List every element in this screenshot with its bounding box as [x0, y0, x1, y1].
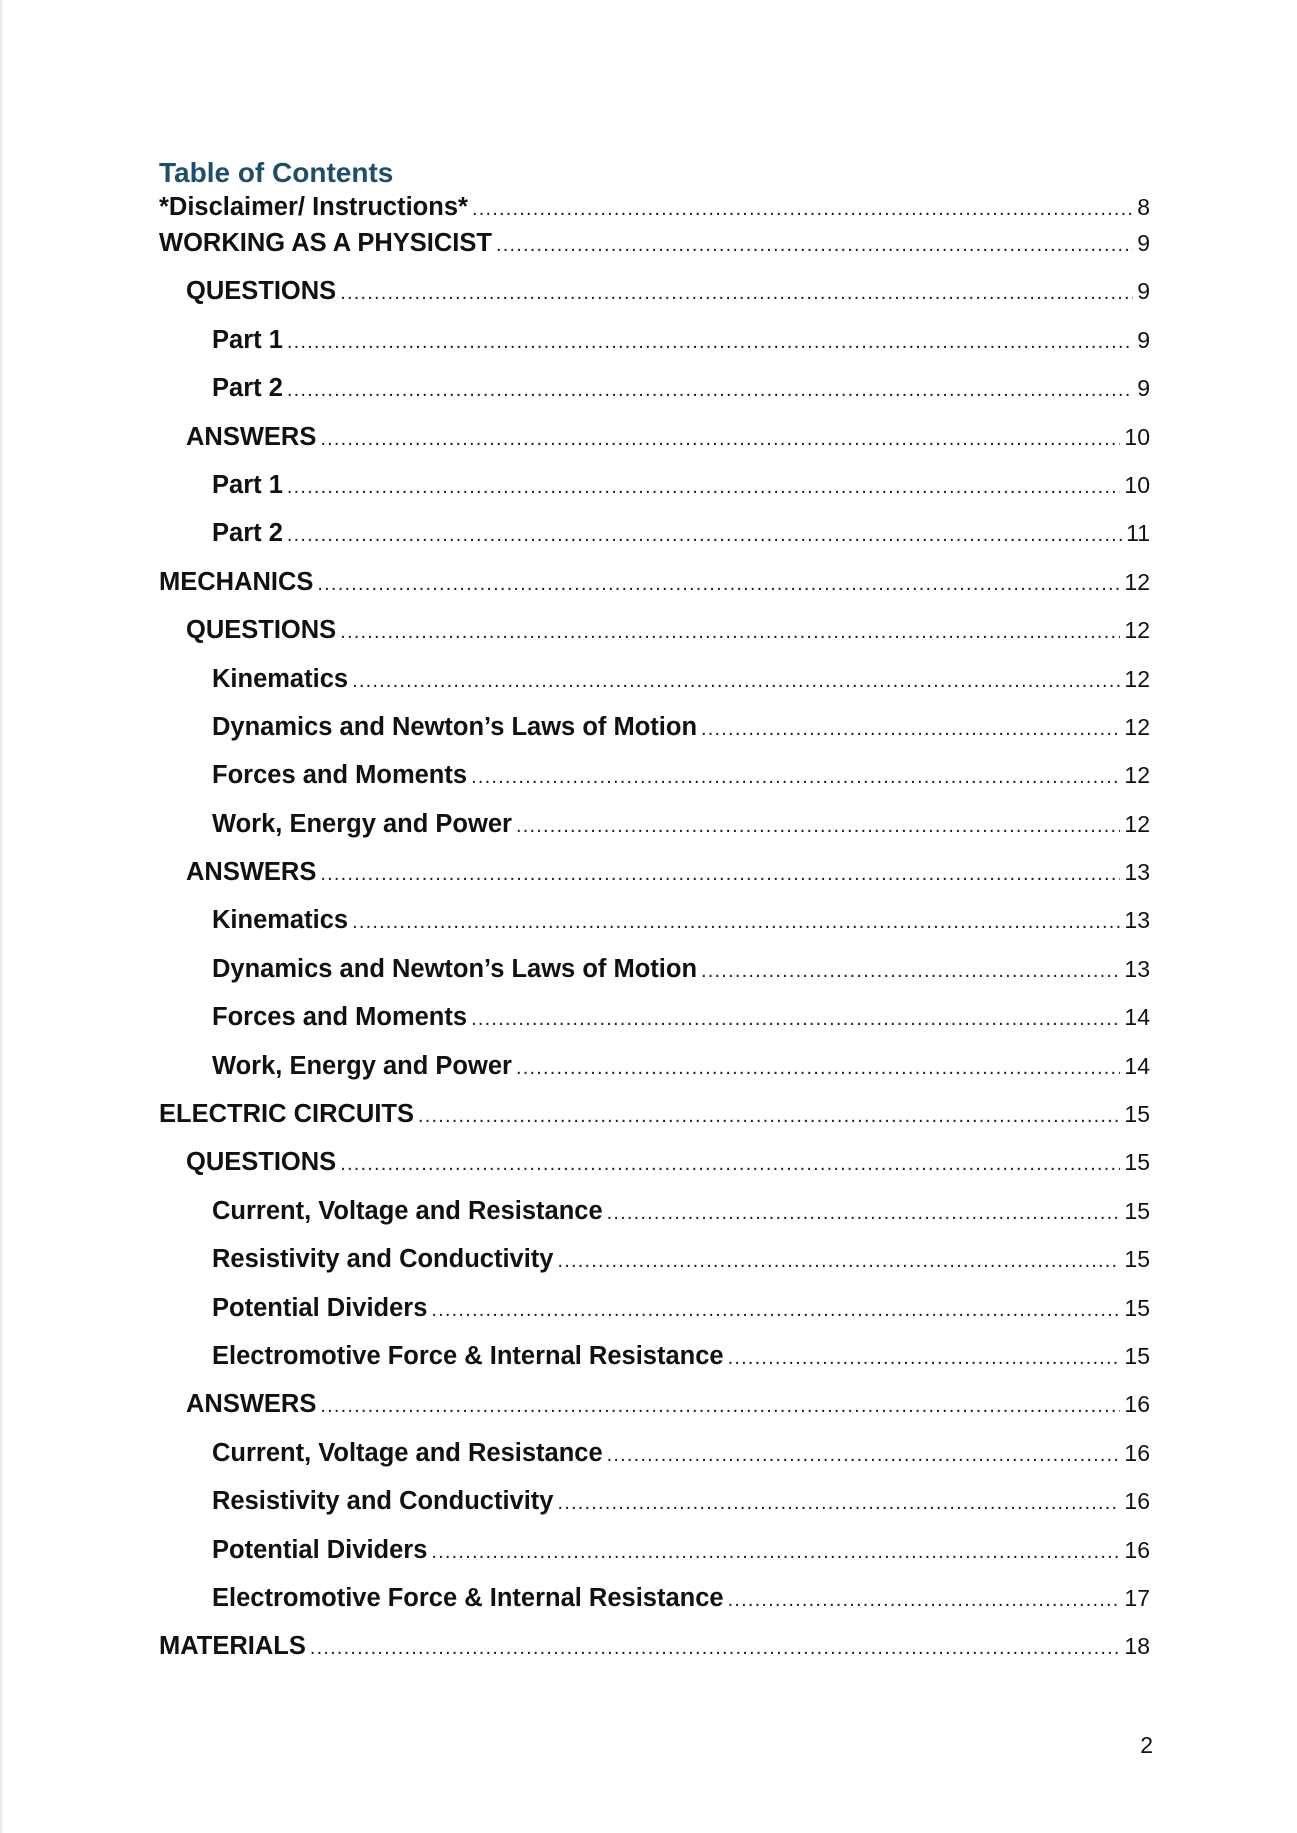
toc-entry-title[interactable]: Dynamics and Newton’s Laws of Motion [212, 954, 698, 983]
toc-entry[interactable] [159, 1390, 1150, 1438]
toc-dot-leader [340, 282, 1133, 305]
toc-entry-title[interactable]: *Disclaimer/ Instructions* [159, 193, 468, 221]
toc-entry-page-number[interactable]: 15 [1124, 1294, 1150, 1321]
toc-dot-leader [607, 1444, 1121, 1467]
toc-dot-leader [728, 1347, 1121, 1370]
toc-entry[interactable] [159, 1148, 1150, 1196]
toc-entry-page-number[interactable]: 13 [1124, 955, 1150, 982]
toc-entry[interactable] [159, 326, 1150, 374]
toc-entry[interactable] [159, 1245, 1150, 1293]
toc-entry-title[interactable]: MATERIALS [159, 1632, 306, 1661]
toc-entry-title[interactable]: Electromotive Force & Internal Resistance [212, 1341, 724, 1370]
toc-entry-title[interactable]: QUESTIONS [186, 1148, 337, 1177]
toc-dot-leader [287, 379, 1133, 402]
toc-entry-title[interactable]: Resistivity and Conductivity [212, 1245, 554, 1274]
toc-entry-page-number[interactable]: 11 [1126, 520, 1150, 547]
toc-entry-title[interactable]: QUESTIONS [186, 616, 337, 645]
toc-entry-title[interactable]: Forces and Moments [212, 761, 468, 790]
toc-entry-page-number[interactable]: 12 [1124, 617, 1150, 644]
toc-entry-page-number[interactable]: 18 [1124, 1633, 1150, 1660]
toc-entry[interactable] [159, 1584, 1150, 1632]
toc-entry[interactable] [159, 810, 1150, 858]
toc-dot-leader [472, 198, 1133, 221]
toc-entry-title[interactable]: Part 2 [212, 519, 283, 548]
toc-entry[interactable] [159, 713, 1150, 761]
toc-entry-page-number[interactable]: 14 [1124, 1004, 1150, 1031]
toc-entry-title[interactable]: Potential Dividers [212, 1535, 428, 1564]
toc-entry[interactable] [159, 277, 1150, 325]
toc-entry-page-number[interactable]: 9 [1137, 326, 1150, 353]
toc-entry-page-number[interactable]: 12 [1124, 810, 1150, 837]
toc-entry-page-number[interactable]: 8 [1137, 194, 1150, 220]
toc-entry-page-number[interactable]: 15 [1124, 1197, 1150, 1224]
toc-entry[interactable] [159, 1487, 1150, 1535]
toc-dot-leader [701, 718, 1120, 741]
toc-entry[interactable] [159, 665, 1150, 713]
toc-entry[interactable] [159, 1100, 1150, 1148]
toc-dot-leader [340, 1153, 1120, 1176]
toc-entry-page-number[interactable]: 16 [1124, 1536, 1150, 1563]
toc-dot-leader [471, 766, 1120, 789]
toc-list [159, 193, 1150, 1681]
toc-entry-page-number[interactable]: 12 [1124, 713, 1150, 740]
toc-entry-page-number[interactable]: 10 [1124, 471, 1150, 498]
toc-dot-leader [431, 1541, 1120, 1564]
toc-dot-leader [558, 1492, 1121, 1515]
toc-entry[interactable] [159, 955, 1150, 1003]
toc-entry[interactable] [159, 568, 1150, 616]
toc-entry-page-number[interactable]: 15 [1124, 1246, 1150, 1273]
toc-entry-title[interactable]: Kinematics [212, 906, 349, 935]
toc-entry-title[interactable]: Work, Energy and Power [212, 809, 512, 838]
toc-dot-leader [352, 670, 1120, 693]
toc-entry-title[interactable]: Dynamics and Newton’s Laws of Motion [212, 712, 698, 741]
toc-dot-leader [320, 1395, 1120, 1418]
toc-entry-page-number[interactable]: 9 [1137, 278, 1150, 305]
toc-dot-leader [418, 1105, 1120, 1128]
toc-entry-title[interactable]: WORKING AS A PHYSICIST [159, 229, 492, 257]
toc-dot-leader [516, 1057, 1120, 1080]
toc-dot-leader [496, 234, 1133, 257]
toc-entry-title[interactable]: Part 2 [212, 374, 283, 403]
toc-dot-leader [320, 863, 1120, 886]
toc-entry[interactable] [159, 229, 1150, 277]
toc-entry[interactable] [159, 471, 1150, 519]
toc-dot-leader [320, 428, 1120, 451]
toc-entry-page-number[interactable]: 16 [1124, 1488, 1150, 1515]
toc-entry[interactable] [159, 1294, 1150, 1342]
toc-entry-title[interactable]: ANSWERS [186, 1390, 317, 1419]
toc-dot-leader [558, 1250, 1121, 1273]
page-edge-shadow [0, 0, 4, 1833]
toc-dot-leader [701, 960, 1120, 983]
toc-entry-page-number[interactable]: 15 [1124, 1342, 1150, 1369]
toc-entry[interactable] [159, 906, 1150, 954]
toc-entry-page-number[interactable]: 15 [1124, 1101, 1150, 1128]
toc-entry-page-number[interactable]: 12 [1124, 665, 1150, 692]
toc-dot-leader [287, 331, 1133, 354]
toc-entry[interactable] [159, 1536, 1150, 1584]
toc-entry-title[interactable]: MECHANICS [159, 567, 314, 596]
toc-entry-title[interactable]: Kinematics [212, 664, 349, 693]
toc-entry-page-number[interactable]: 12 [1124, 568, 1150, 595]
toc-dot-leader [607, 1202, 1121, 1225]
toc-entry[interactable] [159, 1632, 1150, 1680]
toc-dot-leader [431, 1299, 1120, 1322]
toc-entry-page-number[interactable]: 13 [1124, 859, 1150, 886]
toc-entry[interactable] [159, 374, 1150, 422]
toc-entry-page-number[interactable]: 14 [1124, 1052, 1150, 1079]
toc-entry-title[interactable]: ANSWERS [186, 858, 317, 887]
toc-entry-page-number[interactable]: 10 [1124, 423, 1150, 450]
toc-entry-title[interactable]: QUESTIONS [186, 277, 337, 306]
toc-entry[interactable] [159, 1439, 1150, 1487]
toc-dot-leader [471, 1008, 1120, 1031]
page-number: 2 [1140, 1732, 1153, 1758]
toc-entry-title[interactable]: Electromotive Force & Internal Resistance [212, 1583, 724, 1612]
toc-entry[interactable] [159, 858, 1150, 906]
toc-title: Table of Contents [159, 157, 394, 188]
toc-entry[interactable] [159, 1052, 1150, 1100]
toc-dot-leader [728, 1589, 1121, 1612]
toc-entry-page-number[interactable]: 17 [1124, 1584, 1150, 1611]
toc-entry-page-number[interactable]: 13 [1124, 907, 1150, 934]
toc-entry-title[interactable]: Forces and Moments [212, 1003, 468, 1032]
toc-dot-leader [516, 815, 1120, 838]
toc-entry[interactable] [159, 1342, 1150, 1390]
toc-entry-page-number[interactable]: 9 [1137, 230, 1150, 256]
toc-entry[interactable] [159, 616, 1150, 664]
toc-entry[interactable] [159, 1003, 1150, 1051]
toc-entry[interactable] [159, 1197, 1150, 1245]
toc-dot-leader [340, 621, 1120, 644]
toc-entry-title[interactable]: ELECTRIC CIRCUITS [159, 1100, 414, 1129]
toc-dot-leader [310, 1637, 1121, 1660]
toc-entry-page-number[interactable]: 15 [1124, 1149, 1150, 1176]
toc-dot-leader [287, 524, 1122, 547]
toc-entry[interactable] [159, 423, 1150, 471]
toc-dot-leader [317, 573, 1120, 596]
toc-entry-title[interactable]: ANSWERS [186, 422, 317, 451]
toc-entry[interactable] [159, 519, 1150, 567]
toc-entry-title[interactable]: Part 1 [212, 470, 283, 499]
toc-entry-page-number[interactable]: 9 [1137, 375, 1150, 402]
toc-entry-title[interactable]: Work, Energy and Power [212, 1051, 512, 1080]
toc-entry-title[interactable]: Part 1 [212, 325, 283, 354]
toc-entry[interactable] [159, 761, 1150, 809]
table-of-contents [159, 153, 1150, 1681]
toc-entry-page-number[interactable]: 12 [1124, 762, 1150, 789]
toc-entry-title[interactable]: Current, Voltage and Resistance [212, 1438, 603, 1467]
toc-entry-page-number[interactable]: 16 [1124, 1391, 1150, 1418]
toc-entry-title[interactable]: Current, Voltage and Resistance [212, 1196, 603, 1225]
toc-dot-leader [287, 476, 1121, 499]
toc-entry-page-number[interactable]: 16 [1124, 1439, 1150, 1466]
toc-entry[interactable] [159, 193, 1150, 229]
toc-entry-title[interactable]: Resistivity and Conductivity [212, 1487, 554, 1516]
toc-entry-title[interactable]: Potential Dividers [212, 1293, 428, 1322]
toc-dot-leader [352, 911, 1120, 934]
